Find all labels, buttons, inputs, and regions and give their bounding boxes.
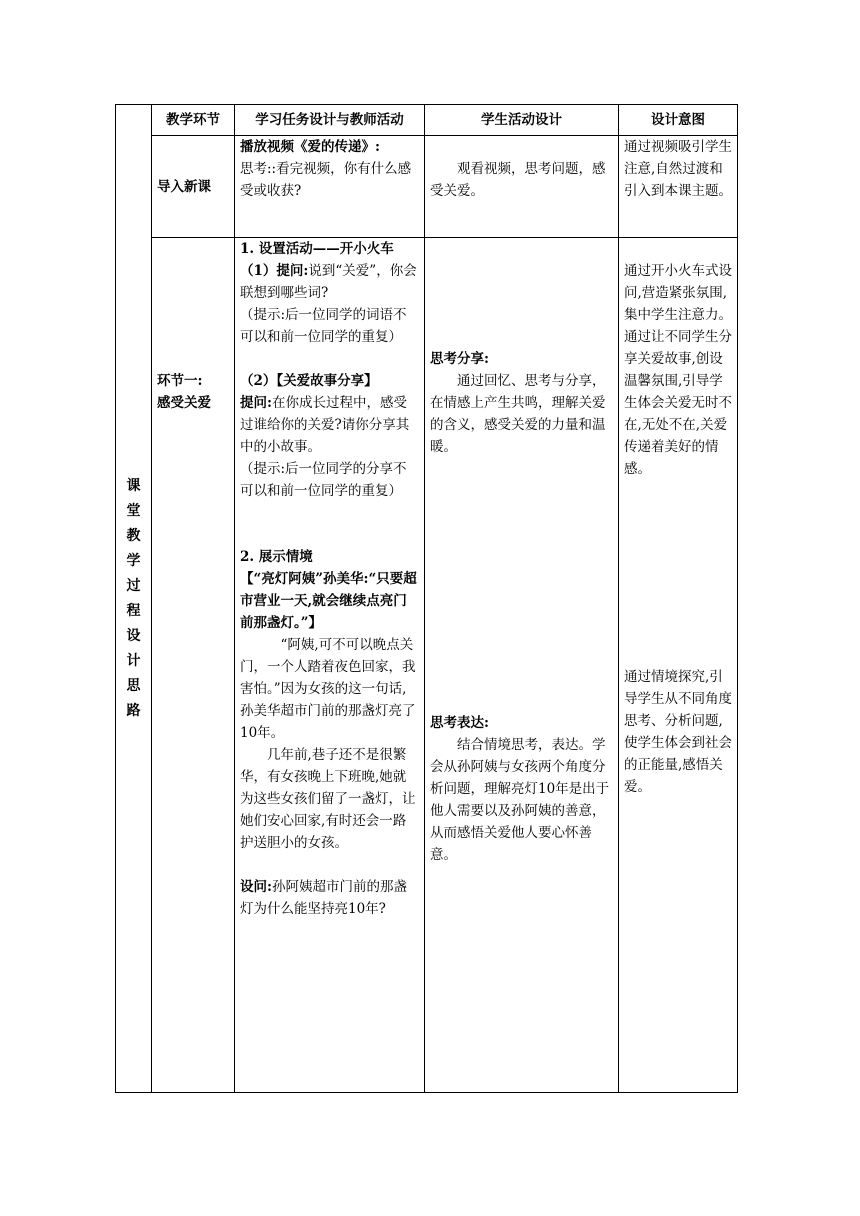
scenario-paragraph-2: 几年前,巷子还不是很繁华，有女孩晚上下班晚,她就为这些女孩们留了一盏灯，让她们安心回家,有时还会一路护送胆小的女孩。	[240, 747, 416, 851]
row-intro	[116, 136, 738, 238]
hint-1: （提示:后一位同学的词语不可以和前一位同学的重复）	[240, 307, 407, 345]
header-student: 学生活动设计	[425, 105, 619, 136]
stage-section-one: 环节一: 感受关爱	[152, 238, 235, 1093]
student-intro	[425, 136, 619, 238]
row-section-one	[116, 238, 738, 1093]
student-express-title: 思考表达:	[430, 715, 489, 731]
task-intro-title: 播放视频《爱的传递》:	[240, 139, 380, 155]
scenario-quote: 【“亮灯阿姨”孙美华:“只要超市营业一天,就会继续点亮门前那盏灯。”】	[240, 571, 417, 631]
student-intro-text: 观看视频，思考问题，感受关爱。	[430, 161, 606, 199]
side-label: 课堂教学过程设计思路	[126, 477, 141, 719]
task-intro	[235, 136, 425, 238]
hint-2: （提示:后一位同学的分享不可以和前一位同学的重复）	[240, 461, 407, 499]
lesson-plan-table	[115, 104, 738, 1093]
student-express-text: 结合情境思考，表达。学会从孙阿姨与女孩两个角度分析问题，理解亮灯10年是出于他人需要以及孙阿姨的善意，从而感悟关爱他人要心怀善意。	[430, 737, 610, 863]
stage-intro: 导入新课	[152, 136, 235, 238]
intent-section-one	[619, 238, 738, 1093]
header-task: 学习任务设计与教师活动	[235, 105, 425, 136]
scenario-title: 2. 展示情境	[240, 549, 313, 565]
intent-2-text: 通过情境探究,引导学生从不同角度思考、分析问题,使学生体会到社会的正能量,感悟关爱。	[624, 669, 732, 795]
scenario-paragraph-1: “阿姨,可不可以晚点关门，一个人踏着夜色回家，我害怕。”因为女孩的这一句话,孙美华超市门前的那盏灯亮了10年。	[240, 637, 416, 741]
student-share-text: 通过回忆、思考与分享，在情感上产生共鸣，理解关爱的含义，感受关爱的力量和温暖。	[430, 373, 606, 455]
intent-1-text: 通过开小火车式设问,营造紧张氛围,集中学生注意力。通过让不同学生分享关爱故事,创设温馨氛围,引导学生体会关爱无时不在,无处不在,关爱传递着美好的情感。	[624, 263, 732, 477]
story-share-title: （2）【关爱故事分享】	[240, 373, 378, 389]
task-section-one: 1. 设置活动——开小火车 （1）提问:说到“关爱”，你会联想到哪些词? （提示:后一位同学的词语不可以和前一位同学的重复） （2）【关爱故事分享】 提问:在你成长过程中，感受过谁给你的关爱?请你分享其中的小故事。 （提示:后一位同学的分享不可以和前一位同学的重复） 2. 展示情境 【“亮灯阿姨”孙美华:“只要超市营业一天,就会继续点亮门前那盏灯。”】 “阿姨,可不可以晚点关门，一个人踏着夜色回家，我害怕。”因为女孩的这一句话,孙美华超市门前的那盏灯亮了10年。 几年前,巷子还不是很繁华，有女孩晚上下班晚,她就为这些女孩们留了一盏灯，让她们安心回家,有时还会一路护送胆小的女孩。 设问:孙阿姨超市门前的那盏灯为什么能坚持亮10年?	[235, 238, 425, 1093]
task-intro-text: 思考::看完视频，你有什么感受或收获?	[240, 161, 412, 199]
intent-intro-text: 通过视频吸引学生注意,自然过渡和引入到本课主题。	[624, 139, 732, 199]
activity-title: 1. 设置活动——开小火车	[240, 241, 394, 257]
header-intent: 设计意图	[619, 105, 738, 136]
header-row	[116, 105, 738, 136]
student-section-one	[425, 238, 619, 1093]
side-label-cell	[116, 105, 152, 1093]
intent-intro	[619, 136, 738, 238]
header-stage: 教学环节	[152, 105, 235, 136]
student-share-title: 思考分享:	[430, 351, 489, 367]
